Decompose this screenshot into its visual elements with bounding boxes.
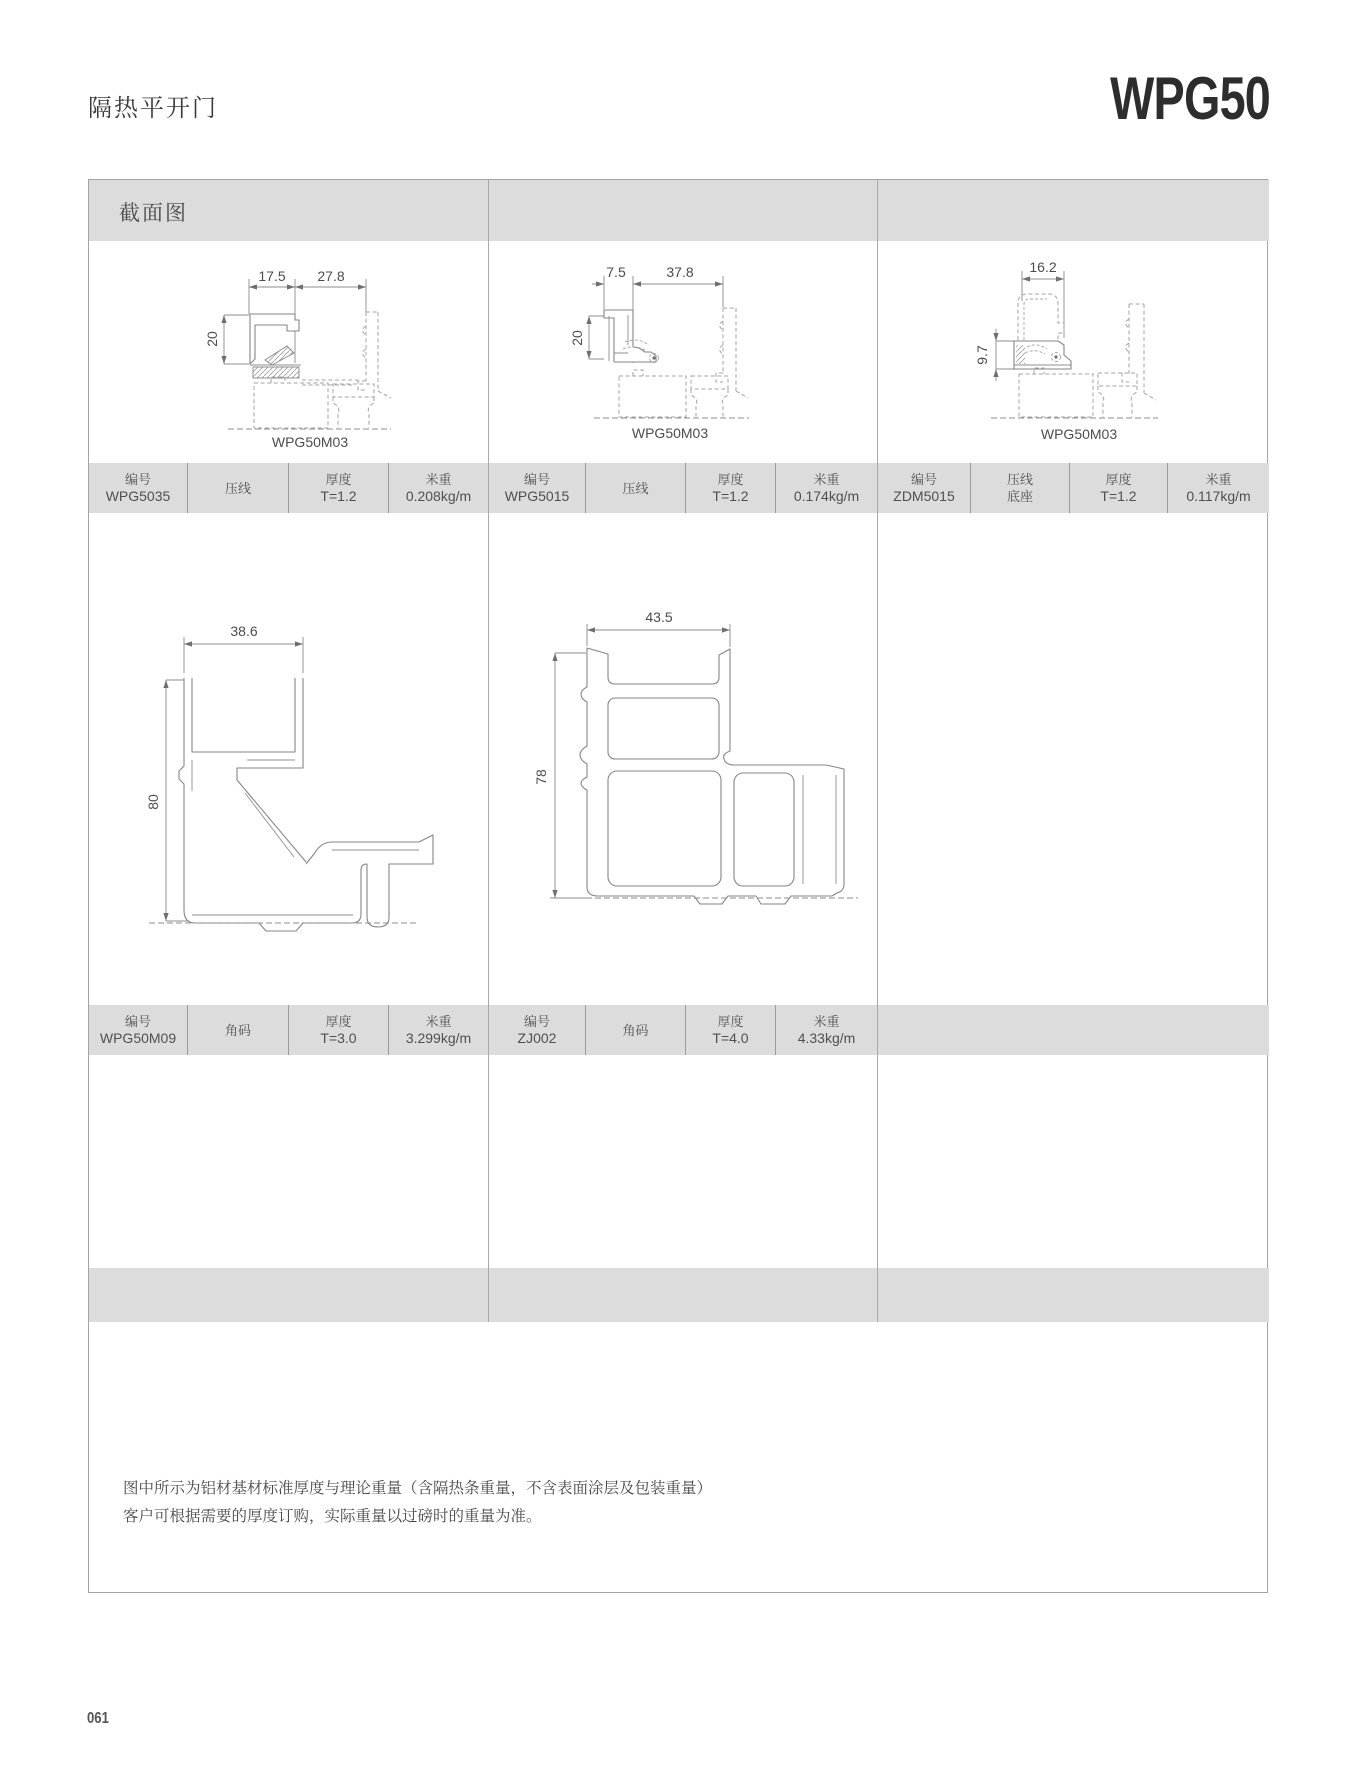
table-header-band xyxy=(89,180,1269,241)
note-line-2: 客户可根据需要的厚度订购，实际重量以过磅时的重量为准。 xyxy=(123,1508,542,1525)
dim-height: 20 xyxy=(204,331,220,347)
cell-thickness-wpg5015: 厚度 T=1.2 xyxy=(712,472,749,504)
cell-type-zdm5015: 压线 底座 xyxy=(1006,472,1033,504)
cell-weight-zj002: 米重 4.33kg/m xyxy=(797,1014,856,1046)
cell-code-wpg50m09: 编号 WPG50M09 xyxy=(99,1014,177,1046)
drawing-zdm5015 xyxy=(877,241,1269,463)
cell-weight-zdm5015: 米重 0.117kg/m xyxy=(1186,472,1251,504)
cell-type-wpg50m09: 角码 xyxy=(224,1022,251,1038)
dim-height: 78 xyxy=(533,769,549,785)
cell-thickness-zdm5015: 厚度 T=1.2 xyxy=(1100,472,1137,504)
drawing-label: WPG50M03 xyxy=(1040,426,1118,442)
cell-code-zj002: 编号 ZJ002 xyxy=(517,1014,557,1046)
dim-width1: 16.2 xyxy=(1029,259,1057,275)
note-line-1: 图中所示为铝材基材标准厚度与理论重量（含隔热条重量，不含表面涂层及包装重量） xyxy=(123,1480,713,1497)
drawing-wpg5015 xyxy=(488,241,877,463)
cell-weight-wpg5015: 米重 0.174kg/m xyxy=(793,472,860,504)
dim-width1: 38.6 xyxy=(230,623,258,639)
cell-type-wpg5015: 压线 xyxy=(622,480,649,496)
dim-width1: 7.5 xyxy=(606,264,626,280)
section-header: 截面图 xyxy=(119,202,188,225)
dim-width2: 37.8 xyxy=(666,264,694,280)
spec-row-2 xyxy=(89,1005,1269,1055)
drawing-wpg5035 xyxy=(89,241,488,463)
dim-width1: 17.5 xyxy=(258,268,286,284)
drawing-label: WPG50M03 xyxy=(271,434,349,450)
empty-gray-band xyxy=(89,1268,1269,1322)
cell-thickness-wpg5035: 厚度 T=1.2 xyxy=(320,472,357,504)
drawing-zj002 xyxy=(488,513,877,1005)
dim-width2: 27.8 xyxy=(317,268,345,284)
profile-spec-table xyxy=(88,179,1268,1593)
page-number: 061 xyxy=(87,1710,109,1727)
spec-row-1 xyxy=(89,463,1269,513)
dim-height: 20 xyxy=(569,330,585,346)
cell-weight-wpg50m09: 米重 3.299kg/m xyxy=(405,1014,472,1046)
drawing-wpg50m09 xyxy=(89,513,488,1005)
cell-thickness-wpg50m09: 厚度 T=3.0 xyxy=(320,1014,357,1046)
note-text xyxy=(123,1475,712,1531)
cell-code-wpg5015: 编号 WPG5015 xyxy=(504,472,570,504)
cell-type-zj002: 角码 xyxy=(622,1022,649,1038)
drawing-label: WPG50M03 xyxy=(631,425,709,441)
cell-thickness-zj002: 厚度 T=4.0 xyxy=(712,1014,749,1046)
cell-code-zdm5015: 编号 ZDM5015 xyxy=(893,472,955,504)
dim-width1: 43.5 xyxy=(645,609,673,625)
cell-weight-wpg5035: 米重 0.208kg/m xyxy=(405,472,472,504)
product-series-code: WPG50 xyxy=(1110,65,1270,132)
cell-type-wpg5035: 压线 xyxy=(224,480,251,496)
dim-height: 9.7 xyxy=(974,345,990,365)
cell-code-wpg5035: 编号 WPG5035 xyxy=(105,472,171,504)
page-title: 隔热平开门 xyxy=(88,95,218,122)
dim-height: 80 xyxy=(145,794,161,810)
